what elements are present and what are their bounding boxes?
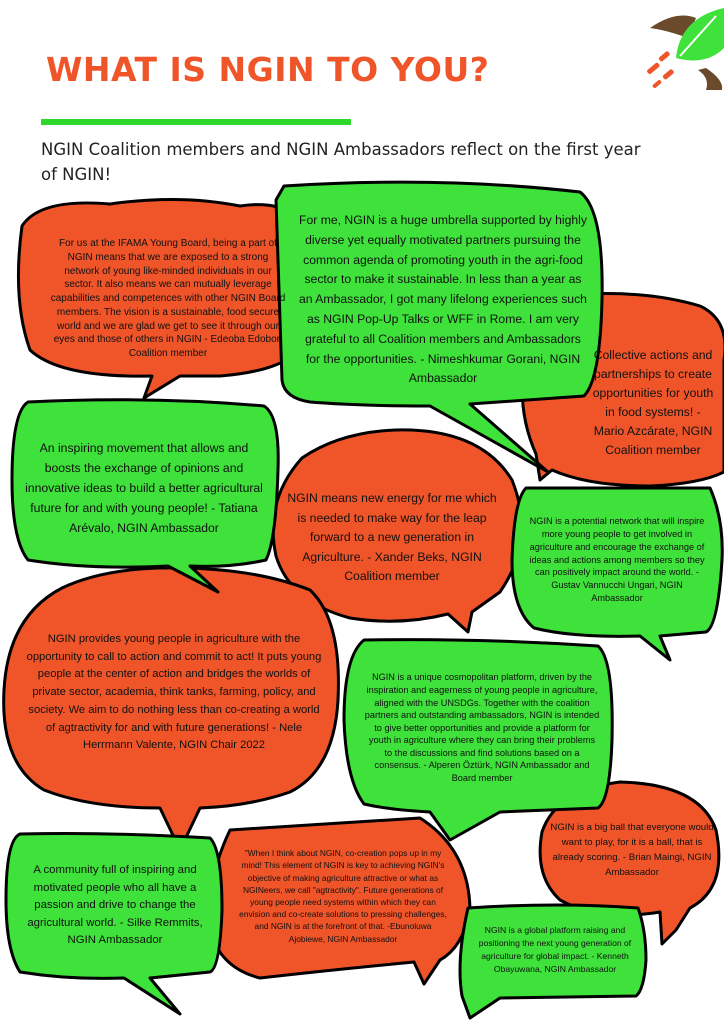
quote-gustav: NGIN is a potential network that will inspire more young people to get involved in agriculture and encourage the exchange of ideas and actions among members so they can positively impact around the world. - Gustav Vannucchi Ungari, NGIN Ambassador [529,516,705,603]
quote-mario: Collective actions and partnerships to create opportunities for youth in food systems! - Mario Azcárate, NGIN Coalition member [592,348,714,457]
quote-kenneth: NGIN is a global platform raising and positioning the next young generation of agriculture for global impact. - Kenneth Obayuwana, NGIN Ambassador [478,925,632,974]
quote-brian: NGIN is a big ball that everyone would want to play, for it is a ball, that is already scoring. - Brian Maingi, NGIN Ambassador [550,822,714,878]
quote-alperen: NGIN is a unique cosmopolitan platform, driven by the inspiration and eagerness of young people in agriculture, aligned with the UNSDGs. Together with the coalition partners and outstanding ambassadors, NGIN is intended to give better opportunities and provide a platform for youth in agriculture where they can bring their problems to the discussions and find solutions based on a consensus. - Alperen Öztürk, NGIN Ambassador and Board member [364,672,600,784]
quote-nele: NGIN provides young people in agriculture with the opportunity to call to action and commit to act! It puts young people at the center of action and bridges the worlds of private sector, academia, think tanks, farming, policy, and society. We aim to do nothing less than co-creating a world of agtractivity for and with future generations! - Nele Herrmann Valente, NGIN Chair 2022 [26,632,322,752]
quote-edeoba: For us at the IFAMA Young Board, being a part of NGIN means that we are exposed to a strong network of young like-minded individuals in our sector. It also means we can mutually leverage capabilities and competences with other NGIN Board members. The vision is a sustainable, food secure world and we are glad we get to see it through our eyes and those of others in NGIN - Edeoba Edobor, Coalition member [50,237,286,360]
quote-ebunoluwa: "When I think about NGIN, co-creation pops up in my mind! This element of NGIN is key to achieving NGIN's objective of making agriculture attractive or what as NGINeers, we call "agtractivity". Future generations of young people need systems within which they can envision and co-create solutions to pressing challenges, and NGIN is at the forefront of that. -Ebunoluwa Ajobiewe, NGIN Ambassador [239,848,447,944]
page-title: WHAT IS NGIN TO YOU? [46,50,490,89]
quote-xander: NGIN means new energy for me which is needed to make way for the leap forward to a new generation in Agriculture. - Xander Beks, NGIN Coalition member [287,491,497,584]
quote-silke: A community full of inspiring and motivated people who all have a passion and drive to change the agricultural world. - Silke Remmits, NGIN Ambassador [27,864,203,947]
quote-tatiana: An inspiring movement that allows and boosts the exchange of opinions and innovative ideas to build a better agricultural future for and with young people! - Tatiana Arévalo, NGIN Ambassador [25,441,263,535]
page-subtitle: NGIN Coalition members and NGIN Ambassadors reflect on the first year of NGIN! [41,140,641,184]
quote-nimesh: For me, NGIN is a huge umbrella supported by highly diverse yet equally motivated partners pursuing the common agenda of promoting youth in the agri-food sector to make it sustainable. In less than a year as an Ambassador, I got many lifelong experiences such as NGIN Pop-Up Talks or WFF in Rome. I am very grateful to all Coalition members and Ambassadors for the opportunities. - Nimeshkumar Gorani, NGIN Ambassador [299,212,587,386]
